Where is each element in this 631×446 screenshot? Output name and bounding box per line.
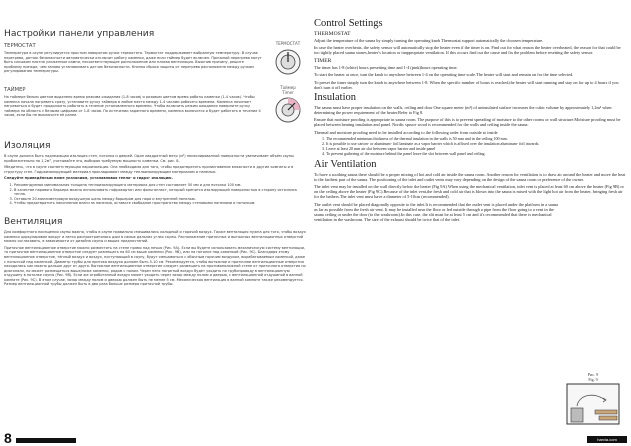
list-item: 3. Leave at least 20 mm air slot between vapor barrier and inside panel [326, 147, 626, 152]
list-item: 1. The recommended minimum thickness of the thermal insulation in the walls is 50 mm and in the ceiling 100 mm. [326, 137, 626, 142]
list-item: 1. Рекомендуемая минимальная толщина теплоизолирующего материала для стен составляет 50 мм и для потолка 100 мм. [14, 183, 308, 188]
thermostat-knob-figure [268, 42, 308, 86]
en-insulation-text-1: The sauna must have proper insulation on the walls, ceiling and door One square meter (m²) of uninsulated surface increases the cubic volume by approximately 1,2m³ when determining the power requirement of the heater.Refer to Fig 8. [314, 104, 612, 115]
ru-control-settings-title: Настройки панели управления [4, 28, 155, 39]
list-item: 2. В качестве парового барьера можно использовать гофрокартон или фольгапласт, который крепится изолирующей поверхностью в сторону источника тепла. [14, 188, 308, 197]
list-item: 4. Чтобы предотвратить накопление влаги за панелью, оставьте свободное пространство между стеновыми панелями и потолком. [14, 201, 308, 206]
sauna-ventilation-diagram-icon [565, 382, 621, 426]
ru-insulation-lead: Следуйте приведённым ниже указаниям, устанавливая тепло- и гидро- изоляцию. [4, 176, 173, 181]
ru-insulation-title: Изоляция [4, 140, 51, 151]
timer-knob-figure [268, 86, 308, 130]
ru-insulation-text-2: Убедитесь, что в сауне соответствующая пароизоляция. Она необходима для того, чтобы предотвратить проникновение влажности в другие комнаты и в структуру стен. Гидроизолирующий материал прокладывают между теплоизолирующим материалом и панелью. [4, 165, 294, 174]
ru-timer-text: На таймере белым цветом выделено время режима ожидания (1-8 часов) и розовым цветом время работы каменки (1-4 часов). Чтобы каменка начала нагревать сразу, установите ручку таймера в любое место между 1-4 часами рабочего времени. Каменка начинает нагреваться и будет продолжать работать в течение установленного времени. Чтобы включить режим ожидания поверните ручку таймера на область с белыми цифрами от 1-8 часов. По истечении заданного времени, каменка включится и будет работать в течение 4 часов, если Вы не выключите её ранее. [4, 95, 261, 118]
ru-insulation-list [4, 183, 308, 206]
ru-thermostat-text: Температура в сауне регулируется простым поворотом ручки термостата. Термостат поддерживает выбранную температуру. В случае перегрева, датчик безопасности автоматически отключит работу каменки, даже если таймер будет включен. Причиной перегрева могут быть слишком плотно уложенные камни, несоответствующее расположение или плохая вентиляция. Выяснив причину, решите проблему прежде, чем заново устанавливать датчик безопасности. Кнопка сброса защиты от перегрева расположена между ручкам регулирования температуры. [4, 51, 262, 74]
ru-insulation-text-1: В сауне должна быть надлежащая изоляция стен, потолка и дверей. Один квадратный метр (м²) неизолированной поверхности увеличивает объём сауны приблизительно на 1,2м³, учитывайте это, выбирая требуемую мощность каменки. См. рис. 8. [4, 154, 294, 163]
ru-timer-caption: Таймер Timer [280, 85, 296, 95]
ru-thermostat-section [4, 42, 308, 86]
en-ventilation-text-3: The outlet vent should be placed diagonally opposite to the inlet.It is recommended that the outlet vent is placed under the platform in a sauna as far as possible from the fresh air vent. It may be installed near the floor or led outside through a pipe from the floor going to a vent in the sauna ceiling or under the door (to the washroom).In this case, the slit must be at least 5 cm and it's recommended that there is mechanical ventilation in the washroom. The size of the exhaust should be twice that of the inlet. [314, 201, 559, 222]
en-thermostat-text-1: Adjust the temperature of the sauna by simply turning the operating knob Thermostat support automatically the choosen temperature. [314, 38, 544, 43]
ru-thermostat-heading: ТЕРМОСТАТ [4, 43, 36, 49]
page-number: 8 [4, 430, 12, 446]
ru-ventilation-text-1: Для комфортного посещения сауны важно, чтобы в сауне правильно смешивались холодный и горячий воздух. Также вентиляция нужна для того, чтобы воздух каменки циркулировал вокруг и легко распространялось дым в самых дальних углах сауны. Расположение приточных и вытяжных вентиляционных отверстий можно согласовать, в зависимости от дизайна сауны и ваших предпочтений. [4, 229, 306, 244]
en-insulation-title: Insulation [314, 91, 356, 103]
en-insulation-text-3: Thermal and moisture proofing need to be installed according to the following order from outside to inside [314, 129, 498, 135]
footer-bar [16, 438, 76, 443]
en-ventilation-title: Air Ventilation [314, 158, 377, 170]
en-timer-text-3: To preset the timer simply turn the knob to anywhere between 1-8. When the specific number of hours is reached,the heater will start running and stay on for up to 4 hours if you don't turn it off earlier. [314, 79, 619, 90]
ventilation-figure [561, 372, 625, 434]
en-insulation-text-2: Ensure that moisture proofing is appropriate in sauna room. The purpose of this is to prevent spreading of moisture to the other rooms or wall structure.Moisture proofing must be placed between heating insulation and panel. Nordic spruce wood is recommended for the walls and ceiling inside the sauna. [314, 117, 621, 128]
en-timer-text-1: The timer has 1-8 (white) hours presetting time and 1-4 (pink)hours operating time. [314, 64, 458, 70]
ru-ventilation-text-2: Приточное вентиляционное отверстие можно разместить на стене прямо над печью (Рис. 9А). Если вы будете использовать механическую систему вентиляции, то приточное вентиляционное отверстие следует размещать на 60 см выше каменки (Рис. 9В), или на потолке над каменкой (Рис. 9С). Благодаря этому вентиляционное отверстие, тёплый воздух и воздух, поступающий в сауну, будут смешиваться с обычным горячим воздухом, вырабатываемым каменкой, даже с попыткой над каменкой. Диаметр трубы для притока воздуха должен быть 5-10 см. Рекомендуется, чтобы вытяжное и приточное вентиляционные отверстия находились как можно дальше друг от друга. Вытяжное вентиляционное отверстие следует размещать на противоположной стене от приточного отверстия по диагонали, но может размещаться выше/ниже каменки, рядом с полом. Через него нагретый воздух будет уходить по трубопроводу в вентиляционную отдушину в потолке сауны (Рис. 9В). Если же отработанный воздух может уходить через зазор между полом и дверью, с вентиляционной отдушиной в ванной комнате (Рис. 9С). В этом случае, зазор между полом и дверью должен быть не менее 5 см. Механическая вентиляция в ванной комнате также рекомендуется. Размер вентиляционной трубы должен быть в два раза больше размера приточной трубы. [4, 245, 306, 287]
ru-ventilation-title: Вентиляция [4, 215, 63, 227]
list-item: 4. To prevent gathering of the moisture behind the panel leave the slot between wall panel and ceiling. [326, 152, 626, 157]
timer-knob-icon [273, 95, 303, 125]
brand-footer: harvia.com [587, 436, 627, 443]
russian-column [4, 18, 308, 442]
en-insulation-list [314, 137, 626, 157]
ru-thermostat-caption: ТЕРМОСТАТ [275, 41, 301, 46]
en-ventilation-text-2: The inlet vent may be installed on the wall directly below the heater (Fig 9A) When using the mechanical ventilation, inlet vent is placed at least 60 cm above the heater (Fig 9B) or on the ceiling above the heater (Fig 9C).Because of the inlet vent,the fresh and cold air that is blown into the sauna is mixed with the light hot air from the heater, bringing fresh air for the bathers.The inlet vent must have a diameter of 5-10cm (recommended). [314, 184, 624, 200]
fig-9-caption: Рис. 9 Fig. 9 [587, 372, 599, 382]
en-control-settings-title: Control Settings [314, 18, 383, 29]
list-item: 3. Оставьте 20-миллиметровую воздушную щель между барьером для пара и внутренней панелью. [14, 197, 308, 202]
ru-timer-heading: ТАЙМЕР [4, 87, 26, 93]
en-timer-heading: TIMER [314, 57, 332, 64]
en-thermostat-heading: THERMOSTAT [314, 31, 351, 37]
thermostat-knob-icon [273, 47, 303, 77]
list-item: 2. It is possible to use carton- or aluminum- foil laminate as a vapor barrier which is affixed over the insulation aluminum- foil inwards. [326, 142, 626, 147]
ru-timer-section [4, 86, 308, 130]
en-ventilation-text-1: To have a soothing sauna there should be a proper mixing of hot and cold air inside the sauna room. Another reason for ventilation is to draw air around the heater and move the heat to the farthest part of the sauna. The positioning of the inlet and outlet vents may vary depending on the design of the sauna room or preference of the owner. [314, 171, 626, 182]
en-thermostat-text-2: In case the heater overheats, the safety sensor will automatically stop the heater even if the timer is on. Find out for what reason the heater overheated, the reason for that could be too tightly placed sauna stones,heater's location or inappropriate ventilation. If this occurs find out the cause and fix the problem before resetting the safety sensor. [314, 45, 621, 56]
en-timer-text-2: To start the heater at once, turn the knob to anywhere between 1-4 on the operating time scale.The heater will start and remain on for the time selected. [314, 72, 574, 78]
